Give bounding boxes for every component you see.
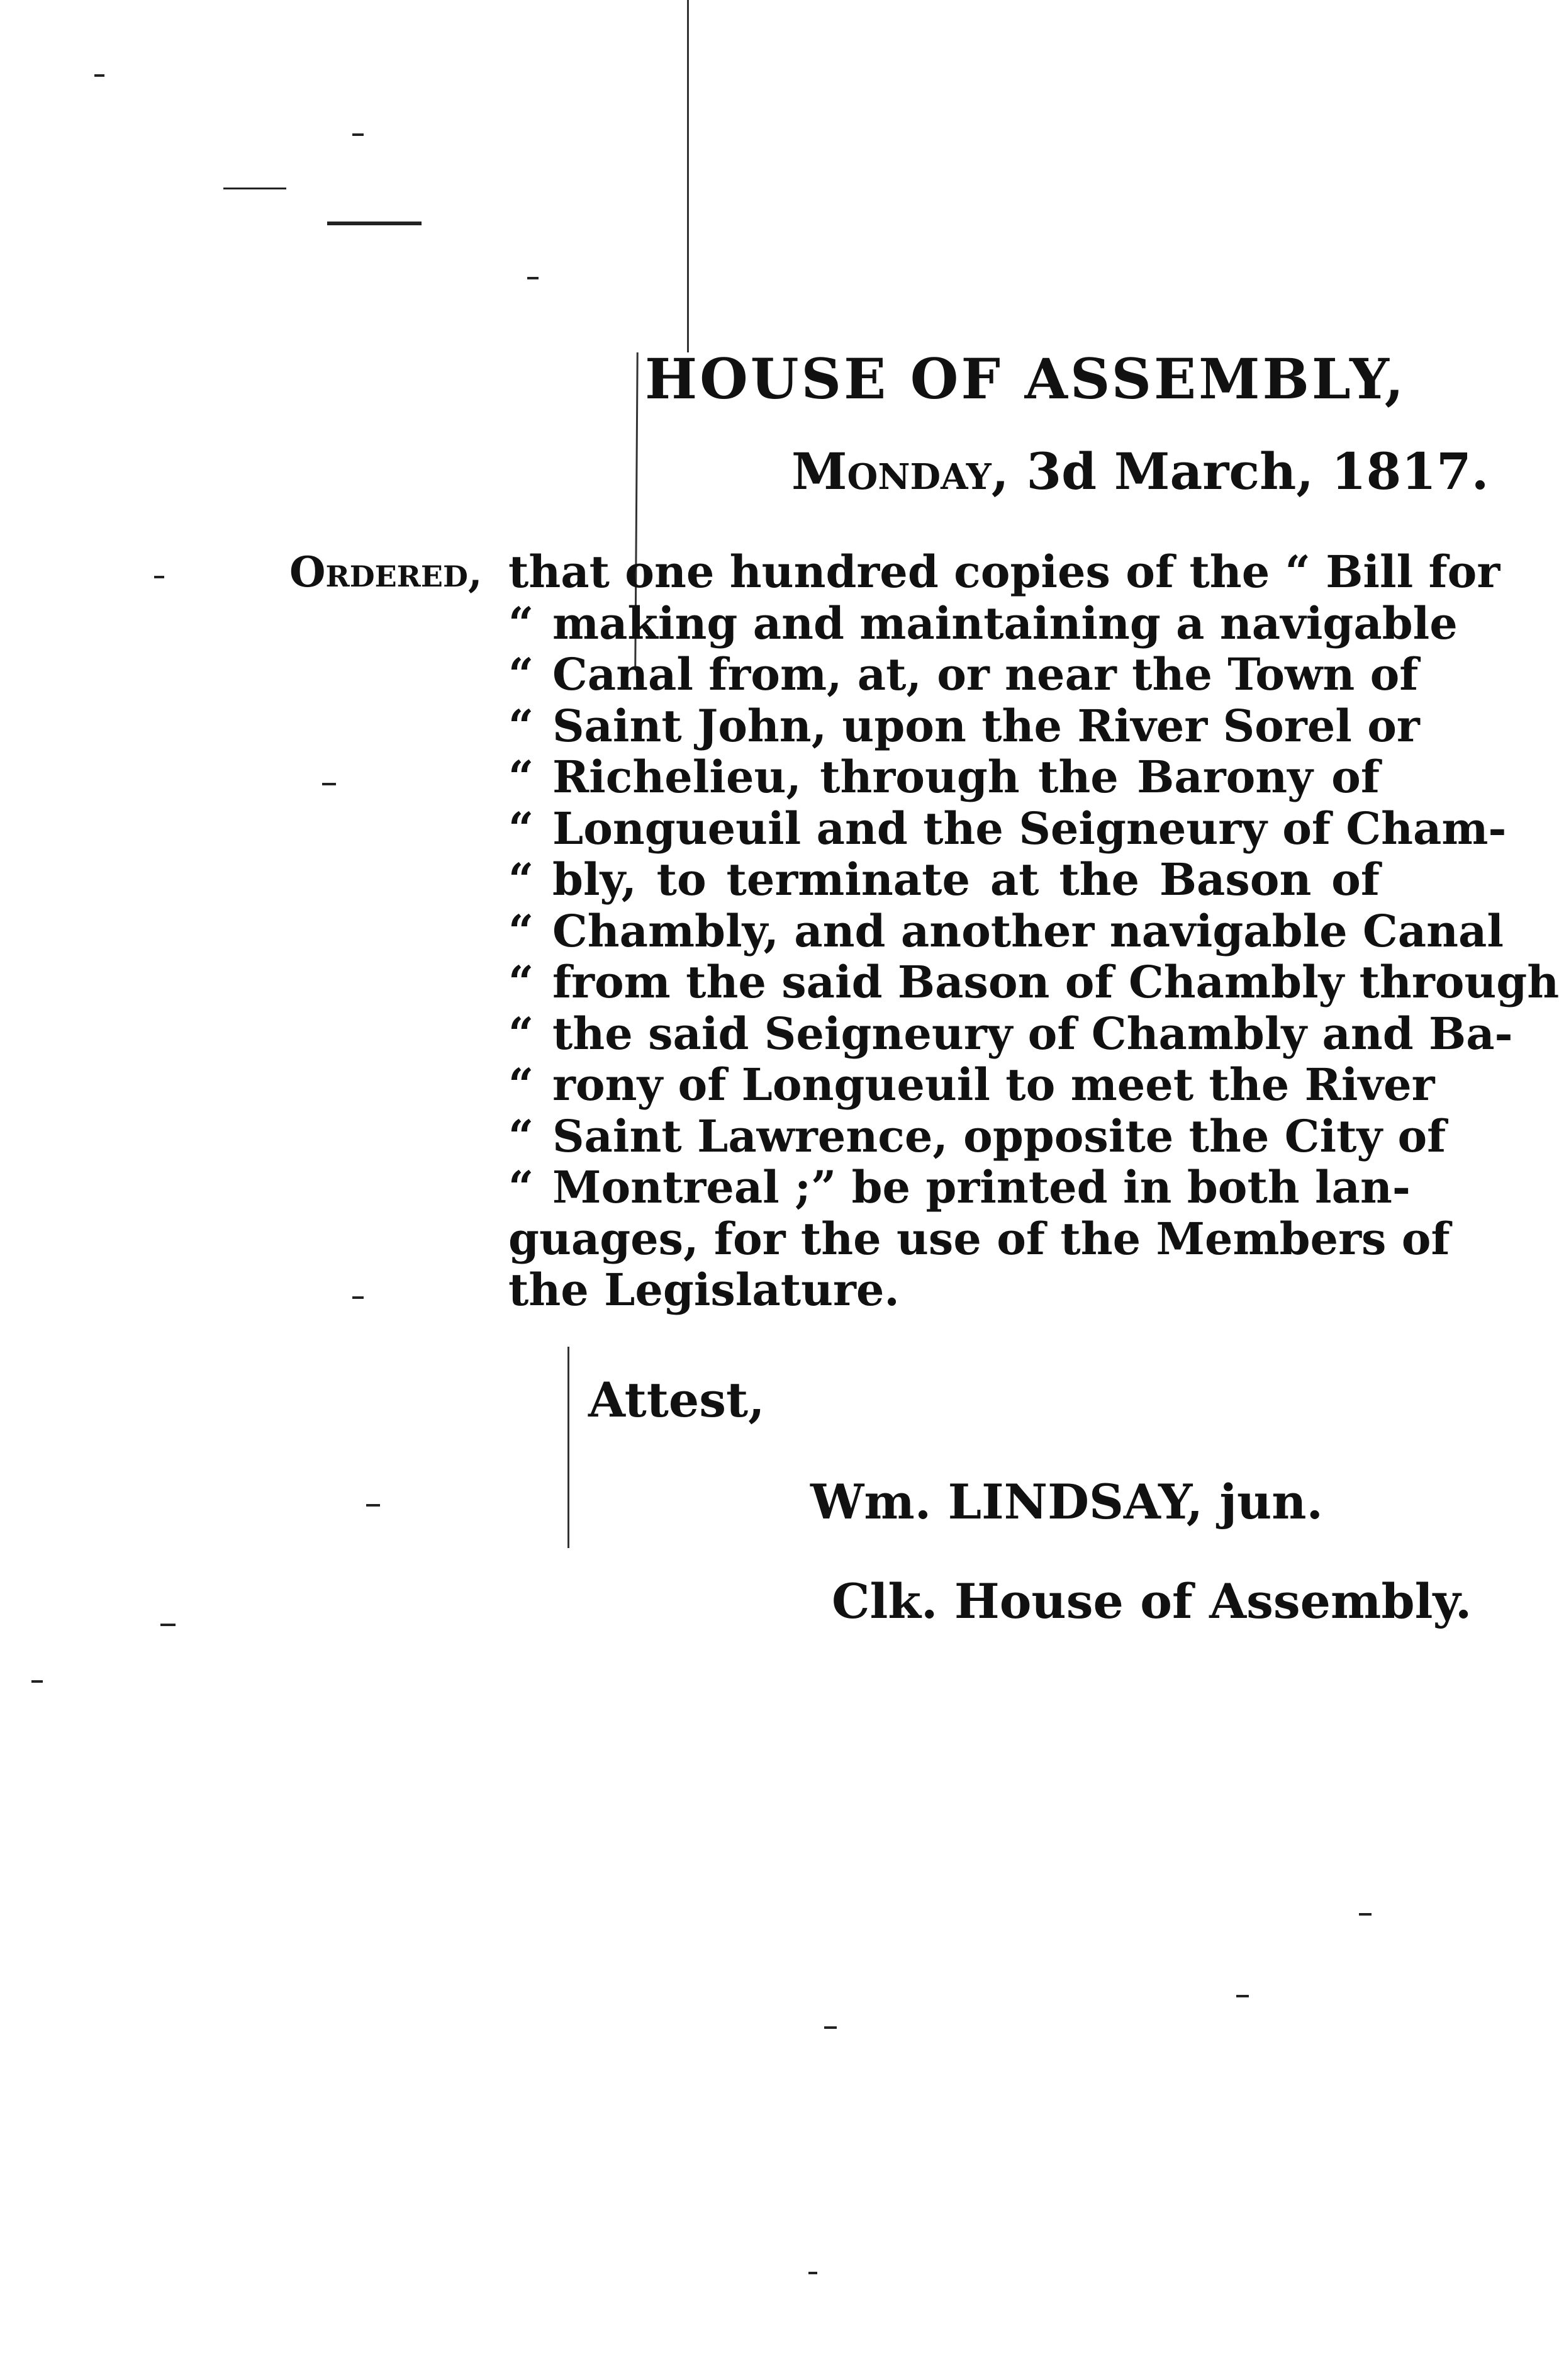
print-speck: [31, 1680, 43, 1683]
quote-mark: “: [508, 853, 534, 906]
quote-mark: “: [508, 956, 534, 1008]
line-text: rony of Longueuil to meet the River: [552, 1058, 1435, 1111]
line-text: guages, for the use of the Members of: [508, 1212, 1450, 1265]
line-text: Richelieu, through the Barony of: [552, 751, 1380, 803]
clerk-title: Clk. House of Assembly.: [832, 1573, 1472, 1629]
text-line: [508, 956, 1559, 1008]
date-rest: , 3d March, 1817.: [991, 442, 1489, 501]
line-text: Longueuil and the Seigneury of Cham-: [552, 802, 1507, 855]
quote-mark: “: [508, 802, 534, 855]
quote-mark: “: [508, 699, 534, 752]
print-speck: [366, 1504, 380, 1507]
text-line: [508, 802, 1507, 855]
print-speck: [352, 133, 364, 136]
text-line: [508, 597, 1458, 649]
text-line: [508, 854, 1380, 906]
line-text: Saint Lawrence, opposite the City of: [552, 1109, 1446, 1162]
text-line: [508, 648, 1419, 700]
fold-line: [567, 1347, 569, 1548]
line-text: bly, to terminate at the Bason of: [552, 853, 1380, 906]
page-title: HOUSE OF ASSEMBLY,: [645, 346, 1407, 412]
text-line: [508, 1264, 1380, 1316]
line-text: from the said Bason of Chambly through: [552, 956, 1559, 1008]
quote-mark: “: [508, 648, 534, 700]
print-speck: [327, 222, 422, 225]
text-line: [508, 904, 1504, 957]
fold-line: [687, 0, 689, 352]
print-speck: [94, 74, 104, 77]
text-line: [508, 1058, 1435, 1111]
text-line: [508, 699, 1420, 752]
line-text: that one hundred copies of the “ Bill for: [508, 546, 1500, 598]
quote-mark: “: [508, 1161, 534, 1213]
quote-mark: “: [508, 751, 534, 803]
attest-label: Attest,: [588, 1372, 765, 1428]
quote-mark: “: [508, 597, 534, 649]
date-day: Monday: [791, 442, 992, 501]
quote-mark: “: [508, 1109, 534, 1162]
text-line: [508, 1007, 1513, 1060]
print-speck: [1236, 1995, 1249, 1997]
print-speck: [223, 188, 286, 189]
line-text: Chambly, and another navigable Canal: [552, 904, 1504, 957]
order-text: [508, 546, 1559, 1316]
print-speck: [322, 783, 336, 785]
line-text: the said Seigneury of Chambly and Ba-: [552, 1007, 1513, 1060]
line-text: Saint John, upon the River Sorel or: [552, 699, 1420, 752]
print-speck: [160, 1624, 176, 1626]
ordered-heading: Ordered,: [289, 547, 483, 597]
text-line: [508, 751, 1380, 803]
quote-mark: “: [508, 1007, 534, 1060]
clerk-signature: Wm. LINDSAY, jun.: [810, 1474, 1323, 1530]
line-text: Montreal ;” be printed in both lan-: [552, 1161, 1411, 1213]
line-text: making and maintaining a navigable: [552, 597, 1458, 649]
quote-mark: “: [508, 904, 534, 957]
text-line: [508, 1212, 1450, 1265]
text-line: [508, 1161, 1411, 1213]
print-speck: [1359, 1913, 1372, 1916]
print-speck: [352, 1296, 364, 1299]
document-date: [791, 442, 1489, 501]
text-line: [508, 1109, 1446, 1162]
print-speck: [527, 277, 539, 279]
quote-mark: “: [508, 1058, 534, 1111]
print-speck: [824, 2026, 837, 2029]
print-speck: [808, 2272, 817, 2274]
print-speck: [154, 576, 164, 578]
line-text: the Legislature.: [508, 1264, 900, 1316]
text-line: [508, 546, 1500, 598]
line-text: Canal from, at, or near the Town of: [552, 648, 1419, 700]
